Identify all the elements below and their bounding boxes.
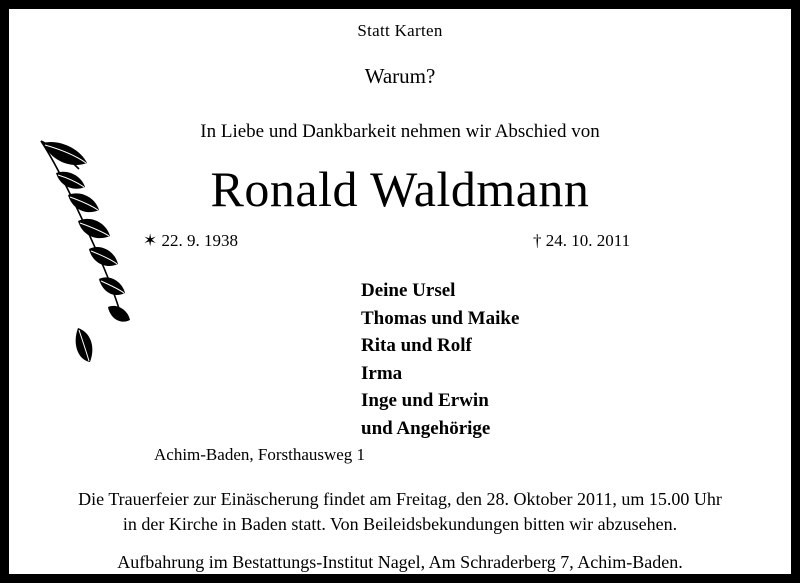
- question-text: Warum?: [364, 64, 436, 88]
- list-item: Inge und Erwin: [361, 390, 489, 411]
- border-left: [0, 0, 9, 583]
- footer-line: Die Trauerfeier zur Einäscherung findet am Freitag, den 28. Oktober 2011, um 15.00 Uhr: [78, 489, 722, 509]
- place-line: Achim-Baden, Forsthausweg 1: [154, 445, 366, 464]
- intro-text: In Liebe und Dankbarkeit nehmen wir Abschied von: [200, 121, 600, 142]
- list-item: Irma: [361, 362, 403, 384]
- preheader-text: Statt Karten: [357, 21, 443, 40]
- border-bottom: [0, 574, 800, 583]
- footer-text: [9, 487, 791, 575]
- border-right: [791, 0, 800, 583]
- single-leaf-icon: [64, 324, 104, 374]
- footer-spacer: [9, 537, 791, 550]
- notice-body: [9, 9, 791, 574]
- list-item: Thomas und Maike: [361, 307, 520, 329]
- birth-date: ✶ 22. 9. 1938: [143, 231, 238, 250]
- footer-line: in der Kirche in Baden statt. Von Beileidsbekundungen bitten wir abzusehen.: [122, 514, 678, 534]
- survivors-list: [361, 277, 519, 442]
- list-item: Rita und Rolf: [361, 335, 472, 356]
- footer-line: Aufbahrung im Bestattungs-Institut Nagel, Am Schraderberg 7, Achim-Baden.: [117, 552, 683, 572]
- death-date: † 24. 10. 2011: [533, 231, 631, 250]
- deceased-name: Ronald Waldmann: [210, 161, 590, 217]
- border-top: [0, 0, 800, 9]
- list-item: und Angehörige: [361, 417, 491, 439]
- list-item: Deine Ursel: [361, 280, 456, 301]
